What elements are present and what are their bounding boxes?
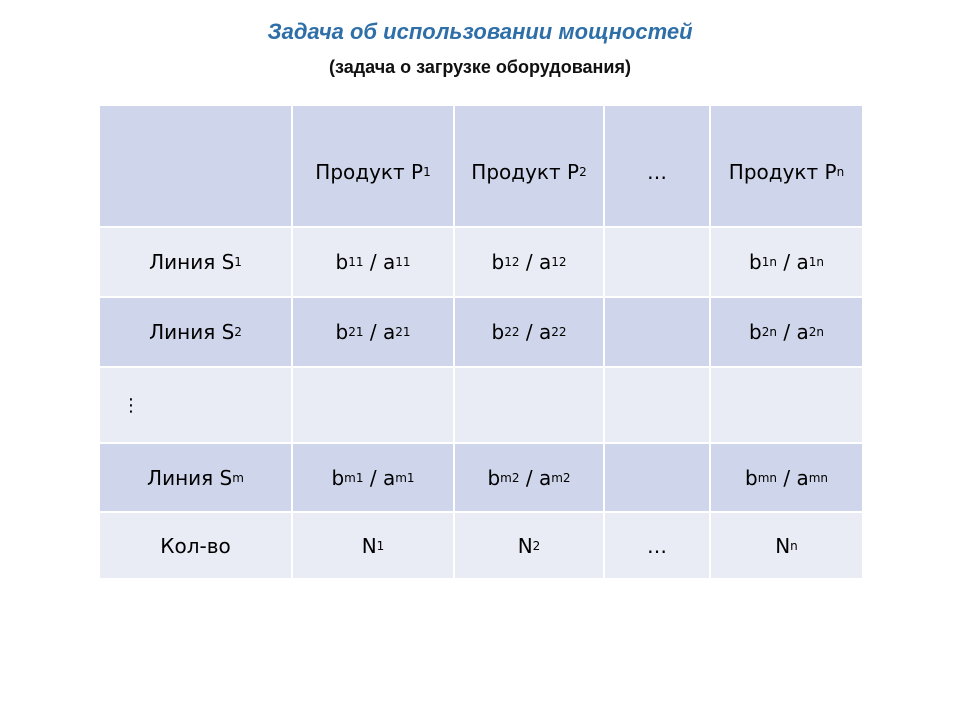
cell-b11-a11: b 11 / a 11 xyxy=(293,228,453,296)
cell-b: b xyxy=(487,465,501,490)
cell-row3-c2 xyxy=(455,368,603,442)
cell-n1: N 1 xyxy=(293,513,453,578)
cell-b21-a21: b 21 / a 21 xyxy=(293,298,453,366)
row-ellipsis-label xyxy=(100,368,291,442)
row-line-2-label: Линия S 2 xyxy=(100,298,291,366)
cell-separator: / xyxy=(776,320,797,344)
cell-row3-c4 xyxy=(711,368,862,442)
cell-b: b xyxy=(335,250,349,274)
cell-a: a xyxy=(538,320,552,344)
cell-b12-a12: b 12 / a 12 xyxy=(455,228,603,296)
row-line-m-label: Линия S m xyxy=(100,444,291,511)
header-product-2-label: Продукт P xyxy=(471,160,580,184)
capacity-table xyxy=(100,106,854,578)
cell-a: a xyxy=(796,465,809,490)
cell-a: a xyxy=(796,250,809,274)
cell-b1n-a1n: b 1n / a 1n xyxy=(711,228,862,296)
quantity-symbol: N xyxy=(517,533,533,558)
page-subtitle: (задача о загрузке оборудования) xyxy=(328,57,631,77)
page-title: Задача об использовании мощностей xyxy=(267,19,693,44)
cell-separator: / xyxy=(363,250,383,274)
header-product-1: Продукт P 1 xyxy=(293,106,453,226)
row-line-2-label-text: Линия S xyxy=(149,320,235,344)
cell-separator: / xyxy=(519,320,539,344)
cell-row3-c1 xyxy=(293,368,453,442)
row-quantity-label-text: Кол-во xyxy=(160,533,231,558)
cell-separator: / xyxy=(776,465,797,490)
cell-separator: / xyxy=(363,465,383,490)
cell-a: a xyxy=(382,250,396,274)
header-corner-cell xyxy=(100,106,291,226)
header-product-2: Продукт P 2 xyxy=(455,106,603,226)
cell-b: b xyxy=(331,465,345,490)
cell-quantity-ellipsis xyxy=(605,513,709,578)
cell-nn: N n xyxy=(711,513,862,578)
cell-separator: / xyxy=(363,320,383,344)
cell-b: b xyxy=(744,465,758,490)
quantity-symbol: N xyxy=(775,533,791,558)
cell-b: b xyxy=(335,320,349,344)
cell-row2-empty xyxy=(605,298,709,366)
quantity-symbol: N xyxy=(361,533,377,558)
cell-a: a xyxy=(382,320,396,344)
row-line-1-label: Линия S 1 xyxy=(100,228,291,296)
cell-row4-empty xyxy=(605,444,709,511)
cell-row3-c3 xyxy=(605,368,709,442)
cell-a: a xyxy=(538,250,552,274)
quantity-ellipsis-text: … xyxy=(647,533,667,558)
row-quantity-label xyxy=(100,513,291,578)
cell-b22-a22: b 22 / a 22 xyxy=(455,298,603,366)
cell-a: a xyxy=(382,465,396,490)
header-ellipsis xyxy=(605,106,709,226)
cell-separator: / xyxy=(776,250,797,274)
row-line-m-label-text: Линия S xyxy=(147,465,233,490)
cell-bmn-amn: b mn / a mn xyxy=(711,444,862,511)
cell-bm2-am2: b m2 / a m2 xyxy=(455,444,603,511)
cell-row1-empty xyxy=(605,228,709,296)
cell-bm1-am1: b m1 / a m1 xyxy=(293,444,453,511)
header-product-n: Продукт P n xyxy=(711,106,862,226)
cell-b: b xyxy=(491,250,505,274)
cell-b2n-a2n: b 2n / a 2n xyxy=(711,298,862,366)
cell-b: b xyxy=(749,250,762,274)
cell-n2: N 2 xyxy=(455,513,603,578)
header-ellipsis-text: … xyxy=(647,160,667,184)
header-product-n-label: Продукт P xyxy=(728,160,837,184)
cell-separator: / xyxy=(519,250,539,274)
cell-separator: / xyxy=(519,465,539,490)
vertical-ellipsis-icon: ⋮ xyxy=(122,394,140,416)
cell-a: a xyxy=(796,320,809,344)
cell-b: b xyxy=(491,320,505,344)
cell-a: a xyxy=(538,465,552,490)
row-line-1-label-text: Линия S xyxy=(149,250,235,274)
cell-b: b xyxy=(749,320,762,344)
header-product-1-label: Продукт P xyxy=(315,160,424,184)
